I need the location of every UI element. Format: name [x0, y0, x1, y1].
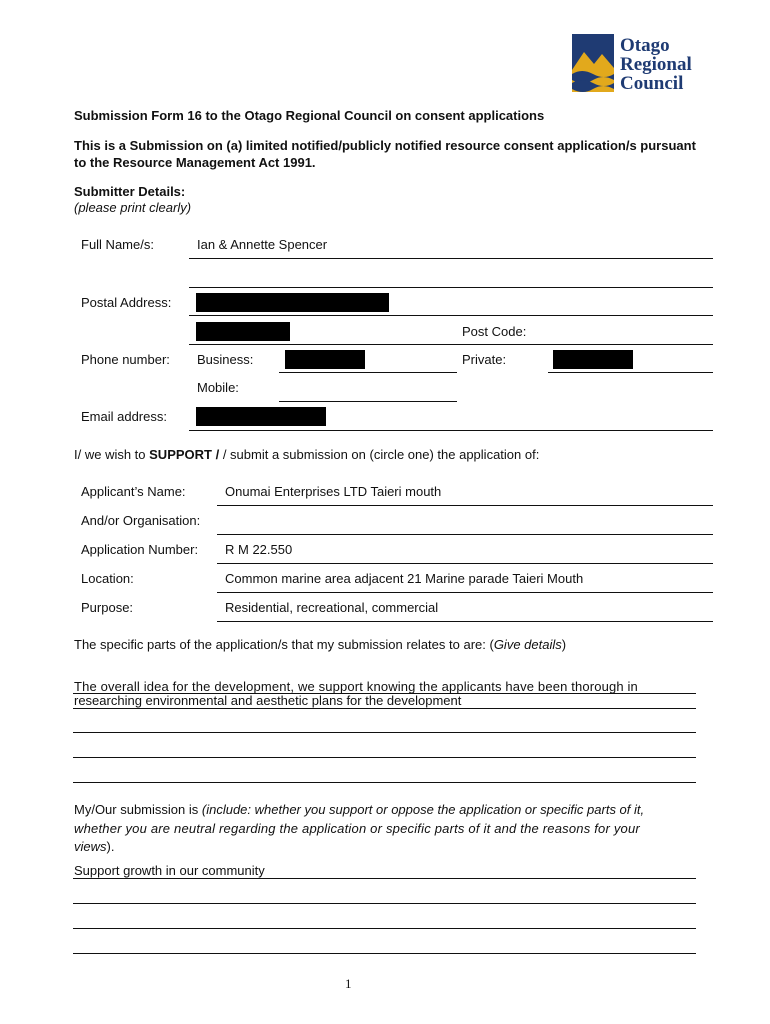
submission-answer-line[interactable]: Support growth in our community	[74, 863, 265, 878]
organisation-label: And/or Organisation:	[81, 513, 201, 528]
support-suffix: / submit a submission on (circle one) the application of:	[219, 447, 540, 462]
field-underline	[217, 534, 713, 535]
field-underline	[217, 621, 713, 622]
logo-mark-icon	[572, 34, 614, 92]
logo-text-line: Otago	[620, 35, 670, 56]
location-label: Location:	[81, 571, 134, 586]
full-name-value[interactable]: Ian & Annette Spencer	[197, 237, 328, 252]
redacted-business-phone	[285, 350, 365, 369]
field-underline	[279, 401, 457, 402]
submitter-note: (please print clearly)	[74, 200, 192, 215]
purpose-label: Purpose:	[81, 600, 134, 615]
purpose-value[interactable]: Residential, recreational, commercial	[225, 600, 439, 615]
answer-underline	[73, 708, 696, 709]
submission-prompt-line: whether you are neutral regarding the application or specific parts of it and the reasons for your	[74, 821, 640, 836]
redacted-private-phone	[553, 350, 633, 369]
field-underline	[548, 372, 713, 373]
post-code-label: Post Code:	[462, 324, 527, 339]
answer-underline	[73, 757, 696, 758]
logo-text-line: Regional	[620, 54, 692, 75]
submission-prompt-italic: (include: whether you support or oppose the application or specific parts of it,	[201, 802, 645, 817]
submission-prompt-line	[74, 802, 644, 818]
field-underline	[189, 287, 713, 288]
field-underline	[217, 592, 713, 593]
applicant-name-label: Applicant’s Name:	[81, 484, 186, 499]
answer-underline	[73, 903, 696, 904]
phone-number-label: Phone number:	[81, 352, 170, 367]
field-underline	[189, 344, 713, 345]
answer-underline	[73, 782, 696, 783]
field-underline	[189, 258, 713, 259]
applicant-name-value[interactable]: Onumai Enterprises LTD Taieri mouth	[225, 484, 442, 499]
form-intro: This is a Submission on (a) limited notified/publicly notified resource consent application/s pursuant to the Resource Management Act 1991.	[74, 138, 696, 170]
full-name-label: Full Name/s:	[81, 237, 154, 252]
support-option[interactable]: SUPPORT /	[149, 447, 220, 462]
specific-prompt-end: )	[561, 637, 567, 652]
support-statement	[74, 447, 539, 463]
field-underline	[279, 372, 457, 373]
submission-prompt-italic: views	[74, 839, 107, 854]
specific-parts-answer-line[interactable]: researching environmental and aesthetic plans for the development	[74, 693, 462, 708]
support-prefix: I/ we wish to	[74, 447, 150, 462]
field-underline	[217, 563, 713, 564]
private-phone-label: Private:	[462, 352, 507, 367]
specific-parts-prompt	[74, 637, 566, 653]
specific-prompt-italic: Give details	[493, 637, 562, 652]
redacted-postal-address	[196, 293, 389, 312]
application-number-label: Application Number:	[81, 542, 199, 557]
business-phone-label: Business:	[197, 352, 254, 367]
location-value[interactable]: Common marine area adjacent 21 Marine parade Taieri Mouth	[225, 571, 584, 586]
answer-underline	[73, 953, 696, 954]
specific-prompt-text: The specific parts of the application/s that my submission relates to are: (	[74, 637, 494, 652]
postal-address-label: Postal Address:	[81, 295, 172, 310]
application-number-value[interactable]: R M 22.550	[225, 542, 293, 557]
redacted-email	[196, 407, 326, 426]
specific-parts-answer-line[interactable]: The overall idea for the development, we support knowing the applicants have been thorough in	[74, 679, 638, 694]
email-address-label: Email address:	[81, 409, 167, 424]
field-underline	[189, 315, 713, 316]
form-title: Submission Form 16 to the Otago Regional Council on consent applications	[74, 108, 545, 123]
submission-prompt-line	[74, 839, 114, 855]
org-logo	[572, 34, 702, 94]
page-number: 1	[345, 976, 352, 991]
field-underline	[217, 505, 713, 506]
answer-underline	[73, 928, 696, 929]
mobile-phone-label: Mobile:	[197, 380, 239, 395]
redacted-postal-address-line2	[196, 322, 290, 341]
field-underline	[189, 430, 713, 431]
logo-text-line: Council	[620, 73, 684, 94]
answer-underline	[73, 878, 696, 879]
submitter-heading: Submitter Details:	[74, 184, 186, 199]
submission-prompt-end: ).	[106, 839, 115, 854]
answer-underline	[73, 732, 696, 733]
submission-prompt-start: My/Our submission is	[74, 802, 202, 817]
